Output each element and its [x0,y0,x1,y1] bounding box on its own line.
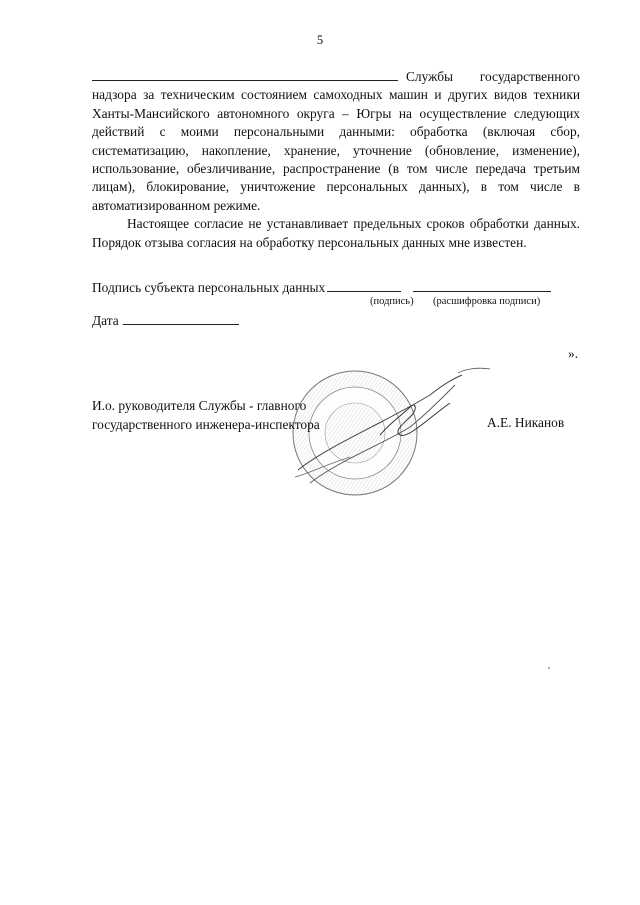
closing-quote: ». [568,346,579,361]
consent-lead: Службы государственного [406,69,580,84]
signer-title-line-1: И.о. руководителя Службы - главного [92,398,307,413]
consent-paragraph [92,68,580,215]
date-label: Дата [92,313,119,328]
date-row [92,312,239,329]
signature-line [327,279,401,292]
signature-decoding-line [413,279,551,292]
consent-text: надзора за техническим состоянием самоходных машин и других видов техники Ханты-Мансийского автономного округа – Югры на осуществление следующих действий с моими персональными данными: обработка (включая сбор, систематизацию, накопление, хранение, уточнение (обновление, изменение), использование, обезличивание, распространение (в том числе передача третьим лицам), блокирование, уничтожение персональных данных), в том числе в автоматизированном режиме. [92,87,580,213]
signer-name: А.Е. Никанов [487,415,565,430]
scan-speck [548,667,550,669]
document-body [92,68,580,252]
decoding-hint: (расшифровка подписи) [433,296,541,307]
signature-label: Подпись субъекта персональных данных [92,280,326,295]
blank-line [92,68,398,81]
signature-row [92,279,592,296]
signer-title-line-2: государственного инженера-инспектора [92,417,320,432]
signature-hint: (подпись) [370,296,414,307]
date-line [123,312,239,325]
page-number: 5 [316,33,324,47]
terms-paragraph: Настоящее согласие не устанавливает предельных сроков обработки данных. Порядок отзыва согласия на обработку персональных данных мне известен. [92,216,580,250]
official-seal-with-signature [290,365,510,505]
signer-title [92,396,320,434]
